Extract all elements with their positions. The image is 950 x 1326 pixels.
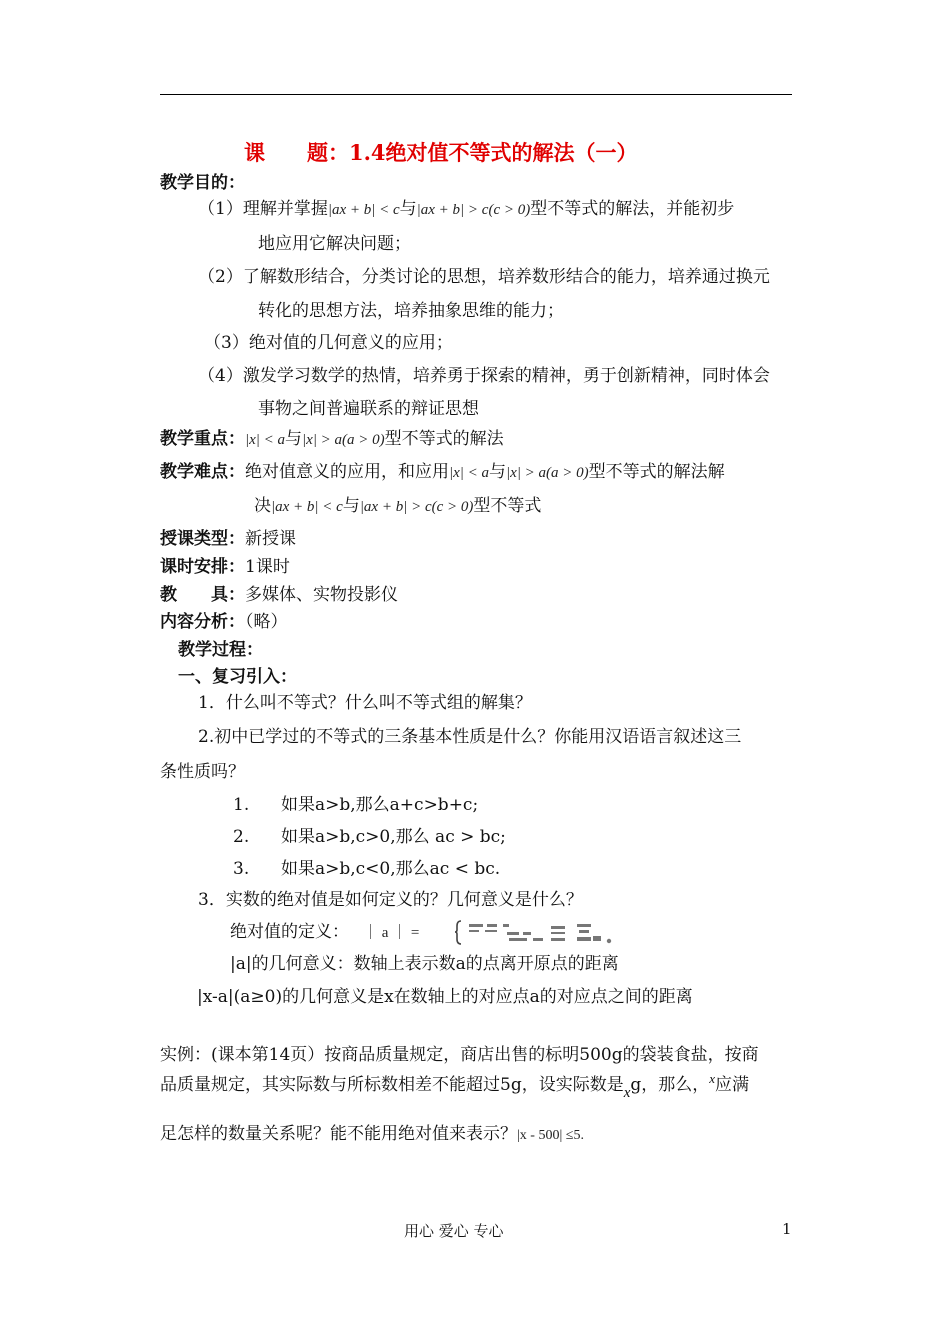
key-point-text: 型不等式的解法 — [384, 429, 504, 449]
property-3: 如果a>b,c<0,那么ac < bc. — [281, 859, 501, 879]
objective-4-cont: 事物之间普遍联系的辩证思想 — [258, 399, 479, 419]
abs-a-geometric-meaning: |a|的几何意义：数轴上表示数a的点离开原点的距离 — [230, 954, 619, 974]
formula: |ax + b| < c — [327, 202, 400, 218]
difficulty-text-d: 型不等式 — [473, 496, 542, 516]
difficulty-mid2: 与 — [342, 496, 360, 516]
section-1-heading: 一、复习引入： — [178, 667, 297, 687]
example-line-1: 实例：(课本第14页）按商品质量规定，商店出售的标明500g的袋装食盐，按商 — [160, 1045, 759, 1065]
question-2: 2.初中已学过的不等式的三条基本性质是什么？你能用汉语语言叙述这三 — [198, 727, 742, 747]
objective-1 — [198, 198, 734, 221]
property-2: 如果a>b,c>0,那么 ac > bc; — [281, 827, 506, 847]
lesson-hours-label: 课时安排： — [160, 557, 245, 577]
variable-x: x — [709, 1071, 716, 1086]
difficulty-cont — [254, 495, 541, 518]
question-3: 3．实数的绝对值是如何定义的？几何意义是什么？ — [198, 890, 583, 910]
objective-1-cont: 地应用它解决问题； — [258, 234, 411, 254]
objective-1-text-b: 型不等式的解法，并能初步 — [530, 199, 735, 219]
key-point-mid: 与 — [285, 429, 303, 449]
abs-x-minus-a-geometric-meaning: |x-a|(a≥0)的几何意义是x在数轴上的对应点a的对应点之间的距离 — [197, 987, 693, 1007]
key-point-label: 教学重点： — [160, 429, 245, 449]
lesson-hours-value: 1课时 — [245, 557, 290, 577]
formula: |x| < a — [245, 432, 286, 448]
definition-label: 绝对值的定义： — [230, 922, 349, 942]
definition-formula: ｜ a ｜ = — [363, 925, 420, 941]
example-line-2 — [160, 1071, 750, 1101]
formula: |x| > a(a > 0) — [302, 432, 385, 448]
objectives-heading: 教学目的： — [160, 173, 245, 193]
footer-text: 用心 爱心 专心 — [404, 1222, 504, 1240]
question-2-cont: 条性质吗？ — [160, 762, 245, 782]
piecewise-definition-image — [455, 918, 635, 946]
teaching-tools — [160, 584, 398, 606]
property-3-num: 3. — [233, 859, 250, 879]
objective-1-text-a: （1）理解并掌握 — [198, 199, 328, 219]
lesson-type-label: 授课类型： — [160, 529, 245, 549]
objective-2: （2）了解数形结合，分类讨论的思想，培养数形结合的能力，培养通过换元 — [198, 267, 770, 287]
analysis-label: 内容分析： — [160, 612, 245, 632]
tools-label-2: 具： — [211, 585, 245, 605]
lesson-title — [244, 142, 638, 164]
formula: |ax + b| > c(c > 0) — [359, 499, 474, 515]
property-1: 如果a>b,那么a+c>b+c; — [281, 795, 479, 815]
title-rest: 题：1.4绝对值不等式的解法（一） — [307, 140, 638, 165]
formula: |ax + b| < c — [271, 499, 343, 515]
formula: |ax + b| > c(c > 0) — [416, 202, 531, 218]
variable-x: x — [623, 1085, 631, 1101]
formula: |x - 500| ≤5. — [517, 1128, 584, 1143]
analysis-value: （略） — [245, 612, 288, 632]
objective-2-cont: 转化的思想方法，培养抽象思维的能力； — [258, 301, 564, 321]
lesson-hours — [160, 556, 290, 578]
process-heading: 教学过程： — [178, 640, 263, 660]
formula: |x| > a(a > 0) — [506, 465, 589, 481]
absolute-definition — [230, 921, 419, 944]
example-text-b: g，那么， — [630, 1075, 710, 1095]
example-text-a: 品质量规定，其实际数与所标数相差不能超过5g，设实际数是 — [160, 1075, 624, 1095]
page-number: 1 — [782, 1220, 792, 1238]
key-point — [160, 428, 504, 451]
objective-1-mid: 与 — [399, 199, 417, 219]
difficulty-text-b: 型不等式的解法解 — [588, 462, 725, 482]
formula: |x| < a — [449, 465, 490, 481]
lesson-type-value: 新授课 — [245, 529, 296, 549]
content-analysis — [160, 611, 288, 633]
difficulty-text-a: 绝对值意义的应用，和应用 — [245, 462, 449, 482]
tools-label-1: 教 — [160, 585, 177, 605]
example-text-c: 应满 — [715, 1075, 750, 1095]
example-line-3 — [160, 1123, 584, 1147]
difficulty — [160, 461, 725, 484]
property-2-num: 2. — [233, 827, 250, 847]
difficulty-mid: 与 — [489, 462, 507, 482]
header-rule — [160, 94, 792, 95]
title-prefix: 课 — [244, 140, 265, 165]
objective-3: （3）绝对值的几何意义的应用； — [204, 333, 453, 353]
objective-4: （4）激发学习数学的热情，培养勇于探索的精神，勇于创新精神，同时体会 — [198, 366, 770, 386]
property-1-num: 1. — [233, 795, 250, 815]
example-text-d: 足怎样的数量关系呢？能不能用绝对值来表示？ — [160, 1124, 517, 1144]
question-1: 1．什么叫不等式？什么叫不等式组的解集？ — [198, 693, 532, 713]
difficulty-text-c: 决 — [254, 496, 271, 516]
tools-value: 多媒体、实物投影仪 — [245, 585, 398, 605]
difficulty-label: 教学难点： — [160, 462, 245, 482]
lesson-type — [160, 528, 296, 550]
